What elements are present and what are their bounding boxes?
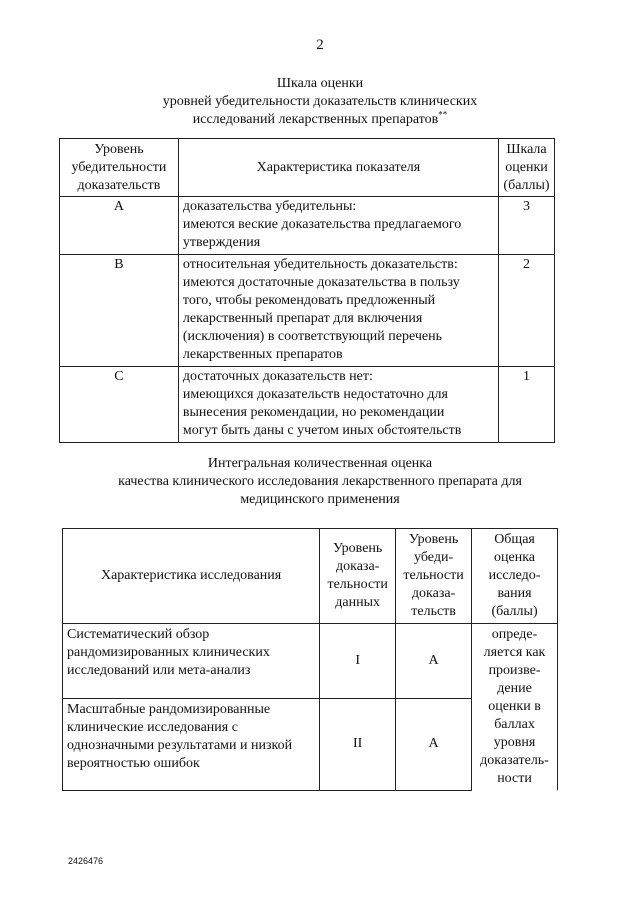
header-characteristic: Характеристика показателя bbox=[178, 139, 498, 197]
study-characteristic-cell: Систематический обзор рандомизированных клинических исследований или мета-анализ bbox=[63, 624, 320, 699]
integral-title-line: качества клинического исследования лекарственного препарата для bbox=[118, 474, 522, 489]
header-total-score: Общая оценка исследо- вания (баллы) bbox=[472, 529, 558, 624]
header-study-characteristic: Характеристика исследования bbox=[63, 529, 320, 624]
integral-title-line: медицинского применения bbox=[240, 492, 400, 507]
conviction-level-cell: A bbox=[396, 698, 472, 790]
study-characteristic-cell: Масштабные рандомизированные клинические исследования с однозначными результатами и низкой вероятностью ошибок bbox=[63, 698, 320, 790]
scale-title-line: уровней убедительности доказательств клинических bbox=[162, 94, 478, 109]
level-cell: B bbox=[60, 255, 179, 367]
level-cell: A bbox=[60, 197, 179, 255]
score-cell: 3 bbox=[499, 197, 555, 255]
characteristic-cell: относительная убедительность доказательств: имеются достаточные доказательства в пользу того, чтобы рекомендовать предложенный лекарственный препарат для включения (исключения) в соответствующий перечень лекарственных препаратов bbox=[178, 255, 498, 367]
conviction-level-cell: A bbox=[396, 624, 472, 699]
page-number: 2 bbox=[316, 37, 324, 53]
evidence-level-cell: I bbox=[320, 624, 396, 699]
footnote-mark: ** bbox=[438, 109, 448, 120]
integral-title bbox=[40, 455, 600, 509]
document-code: 2426476 bbox=[68, 856, 104, 866]
scale-title-line: исследований лекарственных препаратов** bbox=[192, 109, 448, 127]
scale-title-line: Шкала оценки bbox=[276, 76, 364, 91]
table-row bbox=[60, 255, 555, 367]
evidence-level-cell: II bbox=[320, 698, 396, 790]
characteristic-cell: доказательства убедительны: имеются веские доказательства предлагаемого утверждения bbox=[178, 197, 498, 255]
table-row bbox=[60, 367, 555, 443]
integral-assessment-table bbox=[62, 528, 558, 791]
integral-title-line: Интегральная количественная оценка bbox=[207, 456, 433, 471]
scale-title bbox=[40, 75, 600, 129]
table-header-row bbox=[63, 529, 558, 624]
header-level: Уровень убедительности доказательств bbox=[60, 139, 179, 197]
score-cell: 1 bbox=[499, 367, 555, 443]
table-row bbox=[60, 197, 555, 255]
header-evidence-level: Уровень доказа- тельности данных bbox=[320, 529, 396, 624]
score-cell: 2 bbox=[499, 255, 555, 367]
total-score-cell: опреде- ляется как произве- дение оценки в баллах уровня доказатель- ности bbox=[472, 624, 558, 791]
table-header-row bbox=[60, 139, 555, 197]
table-row bbox=[63, 624, 558, 699]
header-score: Шкала оценки (баллы) bbox=[499, 139, 555, 197]
level-cell: C bbox=[60, 367, 179, 443]
conviction-scale-table bbox=[59, 138, 555, 443]
characteristic-cell: достаточных доказательств нет: имеющихся доказательств недостаточно для вынесения рекомендации, но рекомендации могут быть даны с учетом иных обстоятельств bbox=[178, 367, 498, 443]
header-conviction-level: Уровень убеди- тельности доказа- тельств bbox=[396, 529, 472, 624]
